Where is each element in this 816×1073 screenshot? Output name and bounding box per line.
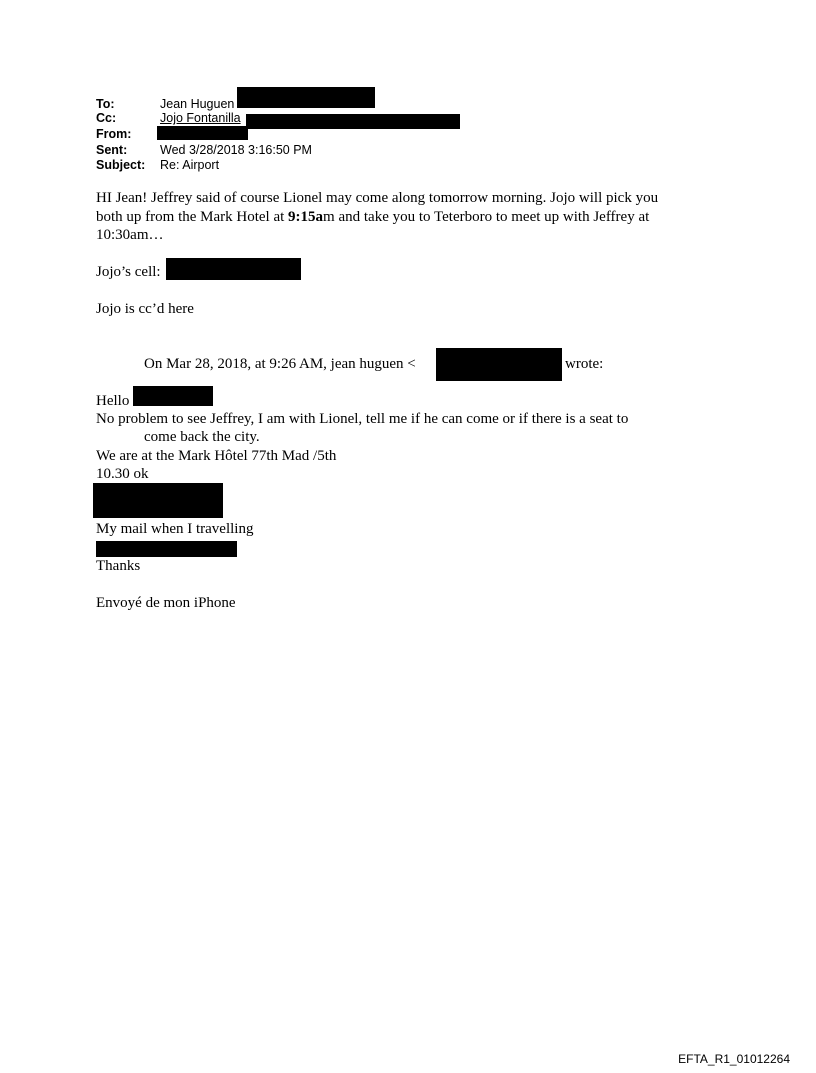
cell-line: [96, 263, 161, 282]
to-label: To:: [96, 97, 115, 111]
quoted-line: No problem to see Jeffrey, I am with Lionel, tell me if he can come or if there is a seat to: [96, 411, 629, 427]
quoted-line: Thanks: [96, 558, 141, 574]
from-label: From:: [96, 127, 132, 141]
redaction-cell: [166, 258, 301, 280]
quoted-line: My mail when I travelling: [96, 521, 254, 537]
redaction-travel-email: [96, 541, 237, 557]
quote-intro: [144, 355, 704, 374]
to-value: Jean Huguen: [160, 97, 235, 111]
message-paragraph: [96, 189, 716, 245]
redaction-cc-email: [246, 114, 460, 129]
subject-label: Subject:: [96, 158, 146, 172]
redaction-quote-email: [436, 348, 562, 381]
cc-label: Cc:: [96, 111, 117, 125]
cell-label: Jojo’s cell:: [96, 264, 161, 280]
hello-line: Hello: [96, 393, 130, 409]
paragraph-line: 10:30am…: [96, 227, 164, 243]
paragraph-line: HI Jean! Jeffrey said of course Lionel may come along tomorrow morning. Jojo will pick you: [96, 190, 659, 206]
cc-note: Jojo is cc’d here: [96, 301, 194, 317]
quoted-line: 10.30 ok: [96, 466, 149, 482]
sent-value: Wed 3/28/2018 3:16:50 PM: [160, 143, 312, 157]
sent-label: Sent:: [96, 143, 128, 157]
subject-value: Re: Airport: [160, 158, 220, 172]
quote-intro-text: On Mar 28, 2018, at 9:26 AM, jean huguen <: [144, 356, 416, 372]
document-id: EFTA_R1_01012264: [678, 1052, 790, 1066]
quoted-line: come back the city.: [144, 429, 260, 445]
paragraph-line: both up from the Mark Hotel at 9:15am and take you to Teterboro to meet up with Jeffrey at: [96, 208, 650, 225]
pickup-time: 9:15a: [288, 208, 324, 225]
redaction-from: [157, 126, 248, 140]
quoted-line: We are at the Mark Hôtel 77th Mad /5th: [96, 448, 337, 464]
email-header: [0, 0, 816, 180]
redaction-hello-name: [133, 386, 213, 406]
redaction-block: [93, 483, 223, 518]
signature-line: Envoyé de mon iPhone: [96, 595, 236, 611]
cc-value: Jojo Fontanilla: [160, 111, 241, 125]
quote-intro-wrote: wrote:: [565, 356, 604, 372]
redaction-to-email: [237, 87, 375, 108]
